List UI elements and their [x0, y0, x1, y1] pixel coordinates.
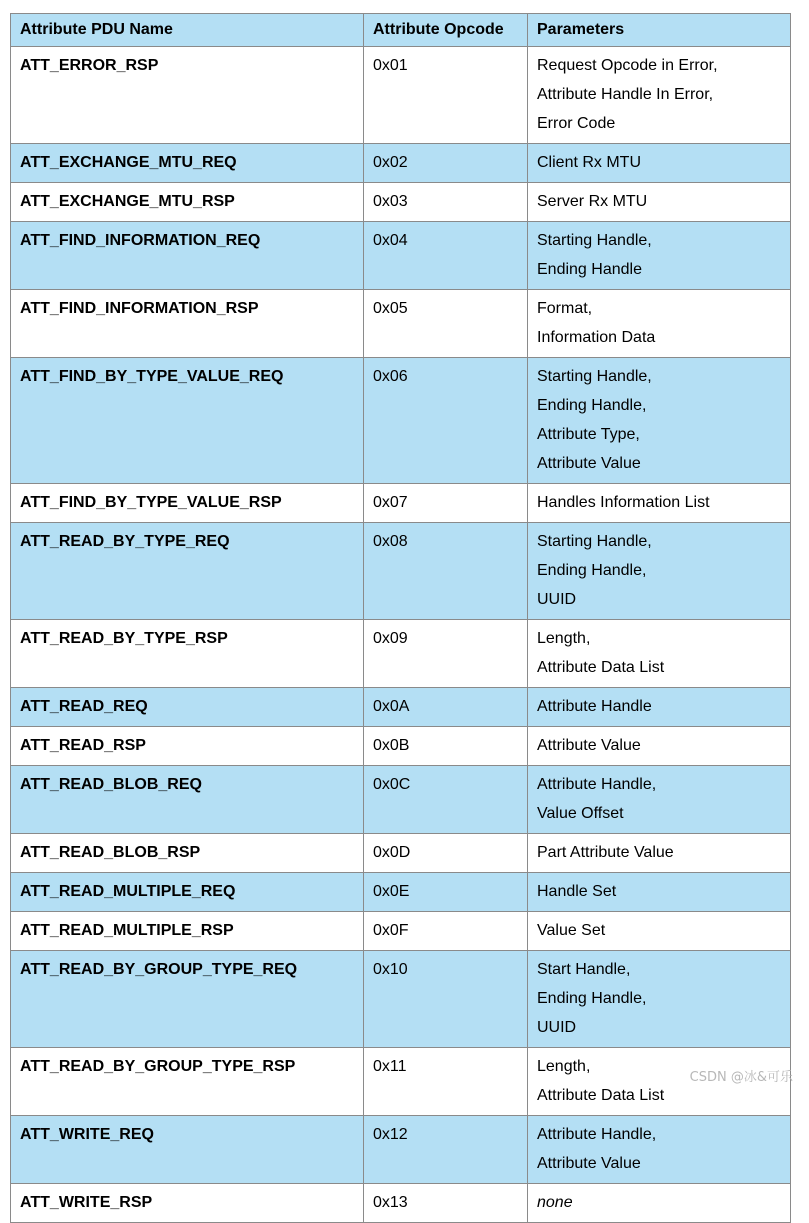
att-pdu-table: [10, 13, 791, 1223]
pdu-name-cell: ATT_WRITE_REQ: [11, 1116, 364, 1184]
parameter-line: Attribute Handle: [537, 698, 652, 715]
opcode-cell: 0x08: [364, 523, 528, 620]
pdu-name-cell: ATT_READ_BY_TYPE_REQ: [11, 523, 364, 620]
pdu-name-cell: ATT_EXCHANGE_MTU_REQ: [11, 144, 364, 183]
parameter-line: Start Handle,: [537, 961, 631, 978]
parameter-line: Attribute Handle,: [537, 1126, 657, 1143]
parameter-line: Starting Handle,: [537, 368, 652, 385]
pdu-name-cell: ATT_READ_BY_TYPE_RSP: [11, 620, 364, 688]
pdu-name-cell: ATT_READ_BY_GROUP_TYPE_RSP: [11, 1048, 364, 1116]
header-opcode: Attribute Opcode: [364, 14, 528, 47]
parameter-line: Attribute Data List: [537, 1087, 665, 1104]
parameters-cell: [528, 951, 791, 1048]
opcode-cell: 0x11: [364, 1048, 528, 1116]
pdu-name-cell: ATT_FIND_INFORMATION_RSP: [11, 290, 364, 358]
parameter-line: Ending Handle: [537, 261, 642, 278]
table-row: [11, 222, 791, 290]
pdu-name-cell: ATT_READ_RSP: [11, 727, 364, 766]
parameters-cell: [528, 523, 791, 620]
table-row: [11, 484, 791, 523]
parameters-cell: [528, 222, 791, 290]
opcode-cell: 0x0C: [364, 766, 528, 834]
opcode-cell: 0x05: [364, 290, 528, 358]
parameters-cell: [528, 727, 791, 766]
parameters-cell: [528, 144, 791, 183]
pdu-name-cell: ATT_READ_MULTIPLE_RSP: [11, 912, 364, 951]
parameter-line: Attribute Value: [537, 1155, 641, 1172]
header-pdu-name: Attribute PDU Name: [11, 14, 364, 47]
parameter-line: Attribute Handle In Error,: [537, 86, 714, 103]
pdu-name-cell: ATT_FIND_INFORMATION_REQ: [11, 222, 364, 290]
parameter-line: Ending Handle,: [537, 562, 647, 579]
parameter-line: Part Attribute Value: [537, 844, 674, 861]
opcode-cell: 0x0B: [364, 727, 528, 766]
parameter-line: UUID: [537, 591, 577, 608]
opcode-cell: 0x09: [364, 620, 528, 688]
parameter-line: Server Rx MTU: [537, 193, 648, 210]
parameter-line: Handles Information List: [537, 494, 710, 511]
parameter-line: Ending Handle,: [537, 990, 647, 1007]
parameters-cell: [528, 834, 791, 873]
parameter-line: Attribute Value: [537, 737, 641, 754]
parameter-line: Value Offset: [537, 805, 624, 822]
pdu-name-cell: ATT_READ_MULTIPLE_REQ: [11, 873, 364, 912]
opcode-cell: 0x0D: [364, 834, 528, 873]
opcode-cell: 0x06: [364, 358, 528, 484]
table-row: [11, 1116, 791, 1184]
csdn-watermark: CSDN @冰&可乐: [689, 1070, 793, 1085]
parameter-line: Length,: [537, 630, 591, 647]
opcode-cell: 0x04: [364, 222, 528, 290]
pdu-name-cell: ATT_FIND_BY_TYPE_VALUE_REQ: [11, 358, 364, 484]
pdu-name-cell: ATT_WRITE_RSP: [11, 1184, 364, 1223]
table-row: [11, 727, 791, 766]
table-row: [11, 688, 791, 727]
parameters-cell: [528, 912, 791, 951]
table-row: [11, 47, 791, 144]
table-header-row: [11, 14, 791, 47]
table-row: [11, 834, 791, 873]
parameters-cell: [528, 873, 791, 912]
parameter-line: Starting Handle,: [537, 533, 652, 550]
parameter-line: Attribute Handle,: [537, 776, 657, 793]
table-row: [11, 766, 791, 834]
parameter-line: Format,: [537, 300, 593, 317]
parameters-cell: [528, 484, 791, 523]
parameter-line: Value Set: [537, 922, 606, 939]
opcode-cell: 0x10: [364, 951, 528, 1048]
parameters-cell: [528, 1184, 791, 1223]
opcode-cell: 0x12: [364, 1116, 528, 1184]
parameters-cell: [528, 358, 791, 484]
opcode-cell: 0x03: [364, 183, 528, 222]
parameters-cell: [528, 688, 791, 727]
parameter-line: UUID: [537, 1019, 577, 1036]
parameter-line: Length,: [537, 1058, 591, 1075]
pdu-name-cell: ATT_READ_BLOB_REQ: [11, 766, 364, 834]
parameters-cell: [528, 47, 791, 144]
table-row: [11, 1048, 791, 1116]
parameters-cell: [528, 183, 791, 222]
opcode-cell: 0x02: [364, 144, 528, 183]
parameter-line: Information Data: [537, 329, 656, 346]
table-row: [11, 951, 791, 1048]
pdu-name-cell: ATT_FIND_BY_TYPE_VALUE_RSP: [11, 484, 364, 523]
table-row: [11, 873, 791, 912]
parameter-line: Error Code: [537, 115, 616, 132]
pdu-name-cell: ATT_READ_REQ: [11, 688, 364, 727]
pdu-name-cell: ATT_READ_BLOB_RSP: [11, 834, 364, 873]
parameters-cell: [528, 620, 791, 688]
opcode-cell: 0x0A: [364, 688, 528, 727]
table-row: [11, 620, 791, 688]
parameter-line: none: [537, 1194, 573, 1211]
parameter-line: Client Rx MTU: [537, 154, 642, 171]
parameters-cell: [528, 290, 791, 358]
pdu-name-cell: ATT_READ_BY_GROUP_TYPE_REQ: [11, 951, 364, 1048]
table-row: [11, 144, 791, 183]
parameters-cell: [528, 1116, 791, 1184]
parameter-line: Attribute Data List: [537, 659, 665, 676]
pdu-name-cell: ATT_EXCHANGE_MTU_RSP: [11, 183, 364, 222]
table-row: [11, 183, 791, 222]
parameter-line: Attribute Value: [537, 455, 641, 472]
opcode-cell: 0x0E: [364, 873, 528, 912]
parameters-cell: [528, 766, 791, 834]
opcode-cell: 0x13: [364, 1184, 528, 1223]
table-body: [11, 47, 791, 1223]
table-row: [11, 358, 791, 484]
pdu-name-cell: ATT_ERROR_RSP: [11, 47, 364, 144]
opcode-cell: 0x0F: [364, 912, 528, 951]
table-row: [11, 912, 791, 951]
parameter-line: Ending Handle,: [537, 397, 647, 414]
opcode-cell: 0x07: [364, 484, 528, 523]
parameter-line: Request Opcode in Error,: [537, 57, 718, 74]
parameter-line: Starting Handle,: [537, 232, 652, 249]
table-row: [11, 1184, 791, 1223]
table-row: [11, 290, 791, 358]
parameter-line: Attribute Type,: [537, 426, 640, 443]
opcode-cell: 0x01: [364, 47, 528, 144]
table-row: [11, 523, 791, 620]
header-parameters: Parameters: [528, 14, 791, 47]
parameter-line: Handle Set: [537, 883, 617, 900]
